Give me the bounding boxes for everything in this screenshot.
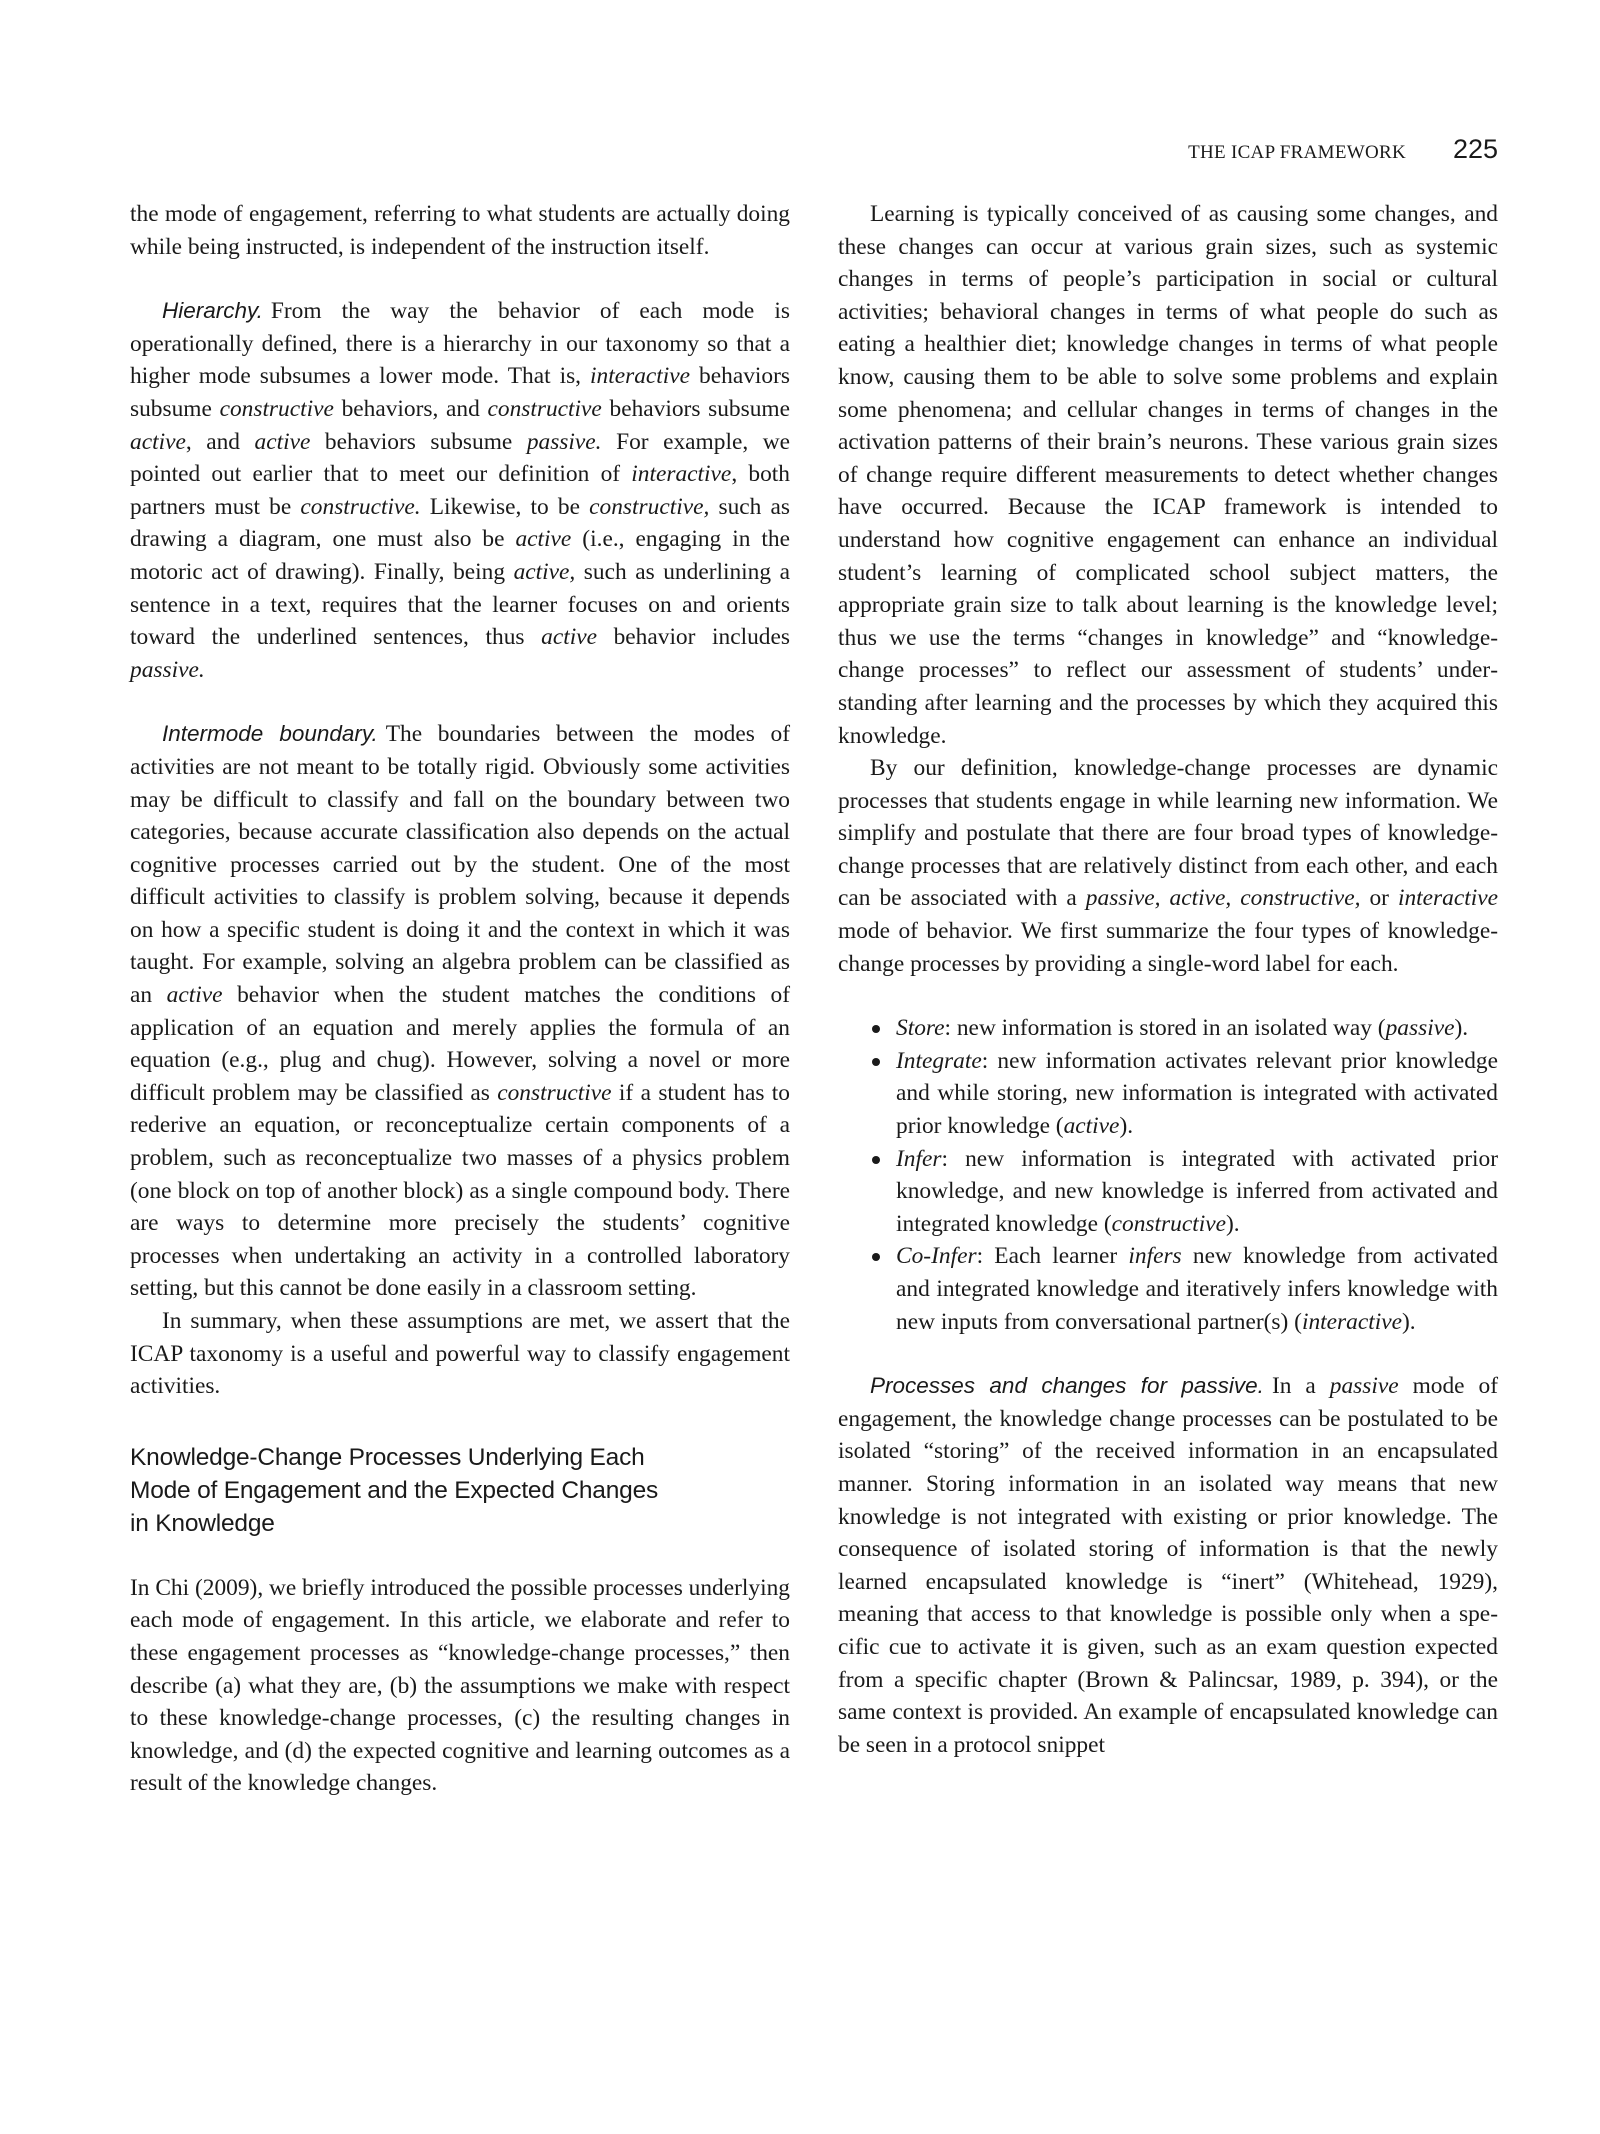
text: or bbox=[1360, 885, 1398, 912]
text: (i.e., engaging in the motoric act of drawing). Finally, being bbox=[130, 526, 790, 585]
paragraph-passive-processes bbox=[838, 1370, 1498, 1761]
term: Integrate bbox=[896, 1047, 982, 1074]
text: behaviors subsume bbox=[310, 428, 527, 455]
text: behaviors, and bbox=[333, 395, 488, 422]
page-number: 225 bbox=[1452, 134, 1498, 164]
emphasis: constructive bbox=[487, 395, 602, 422]
text: By our definition, knowledge-change processes are dynamic processes that students engage in while learning new information. We simplify and postulate that there are four broad types of knowledge-change processes that are relatively distinct from each other, and each can be associated with a bbox=[838, 755, 1498, 912]
bullet-icon bbox=[872, 1058, 880, 1066]
emphasis: constructive. bbox=[300, 493, 421, 520]
emphasis: active bbox=[166, 982, 223, 1009]
paragraph-summary: In summary, when these assumptions are met, we assert that the ICAP taxonomy is a useful and powerful way to classify engagement activities. bbox=[130, 1308, 790, 1400]
list-item-integrate bbox=[838, 1045, 1498, 1143]
text: new knowledge from activated and integrated knowledge and iteratively infers knowledge with new inputs from conversational partner(s) ( bbox=[896, 1243, 1498, 1335]
emphasis: passive. bbox=[130, 656, 205, 683]
emphasis: interactive bbox=[590, 363, 691, 390]
paragraph-learning: Learning is typically conceived of as causing some changes, and these changes can occur at various grain sizes, such as systemic changes in terms of people’s participation in social or cultural activities; behavioral changes in terms of what people do such as eating a healthier diet; knowledge changes in terms of what people know, causing them to be able to solve some problems and explain some phenomena; and cellular changes in terms of changes in the activation patterns of their brain’s neurons. These various grain sizes of change require different measurements to detect whether changes have occurred. Because the ICAP framework is intended to understand how cognitive engagement can enhance an individual student’s learning of complicated school subject matters, the appropriate grain size to talk about learning is the knowledge level; thus we use the terms “changes in knowledge” and “knowledge-change processes” to reflect our assessment of students’ understanding after learning and the processes by which they acquired this knowledge. bbox=[838, 201, 1498, 749]
emphasis: active bbox=[515, 526, 572, 553]
paragraph-hierarchy bbox=[130, 295, 790, 686]
text: mode of behavior. We first summarize the four types of knowledge-change processes by providing a single-word label for each. bbox=[838, 918, 1498, 977]
mode: active bbox=[1063, 1113, 1120, 1140]
text: , and bbox=[185, 428, 255, 455]
mode: constructive bbox=[1111, 1210, 1226, 1237]
run-in-heading-hierarchy: Hierarchy. bbox=[162, 298, 263, 324]
text: From the way the behavior of each mode is operationally defined, there is a hierarchy in our taxonomy so that a higher mode subsumes a lower mode. That is, bbox=[130, 298, 790, 390]
right-column bbox=[838, 198, 1498, 1761]
emphasis: passive, active, constructive, bbox=[1085, 885, 1361, 912]
text: behaviors subsume bbox=[601, 395, 790, 422]
paragraph-chi-2009: In Chi (2009), we briefly introduced the possible processes underlying each mode of engagement. In this article, we elaborate and refer to these engagement processes as “knowledge-change processes,” then describe (a) what they are, (b) the assumptions we make with respect to these knowledge-change processes, (c) the resulting changes in knowledge, and (d) the expected cognitive and learning outcomes as a result of the knowledge changes. bbox=[130, 1574, 790, 1797]
text: ). bbox=[1225, 1210, 1240, 1237]
list-item-store bbox=[838, 1012, 1498, 1045]
emphasis: passive. bbox=[526, 428, 602, 455]
term: Infer bbox=[896, 1145, 942, 1172]
text: Likewise, to be bbox=[420, 493, 590, 520]
text: such as underlining a sentence in a text, requires that the learner focuses on and orients toward the underlined sentences, thus bbox=[130, 558, 790, 651]
text: The boundaries between the modes of activities are not meant to be totally rigid. Obviously some activities may be difficult to classify and fall on the boundary between two categories, because accurate classification also depends on the actual cognitive processes carried out by the student. One of the most difficult activities to classify is problem solving, because it depends on how a specific student is doing it and the context in which it was taught. For example, solving an algebra problem can be classified as an bbox=[130, 721, 790, 1009]
mode: passive bbox=[1385, 1015, 1455, 1042]
text: , both partners must be bbox=[130, 461, 790, 520]
paragraph-continuation: the mode of engagement, referring to what students are actually doing while being instructed, is independent of the instruction itself. bbox=[130, 201, 790, 260]
emphasis: passive bbox=[1329, 1373, 1399, 1400]
text: For example, we pointed out earlier that to meet our definition of bbox=[130, 428, 790, 488]
emphasis: constructive bbox=[219, 395, 334, 422]
emphasis: active, bbox=[513, 558, 576, 585]
text: : Each learner bbox=[976, 1243, 1129, 1270]
mode: interactive bbox=[1301, 1308, 1402, 1335]
term: Store bbox=[896, 1015, 945, 1042]
list-item-infer bbox=[838, 1143, 1498, 1241]
text: : new information activates relevant prior knowledge and while storing, new information is integrated with activated prior knowledge ( bbox=[896, 1047, 1498, 1140]
run-in-heading-intermode: Intermode boundary. bbox=[162, 721, 378, 747]
text: ). bbox=[1119, 1113, 1134, 1140]
text: : new information is integrated with activated prior knowledge, and new knowledge is inferred from activated and integrated knowledge ( bbox=[896, 1145, 1498, 1237]
text: mode of engagement, the knowledge change processes can be postulated to be isolated “storing” of the received information in an encapsulated manner. Storing information in an isolated way means that new knowledge is not integrated with existing or prior knowledge. The consequence of isolated storing of information is that the newly learned encapsulated knowledge is “inert” (Whitehead, 1929), meaning that access to that knowledge is possible only when a specific cue to activate it is given, such as an exam question expected from a specific chapter (Brown & Palincsar, 1989, p. 394), or the same context is provided. An example of encapsulated knowledge can be seen in a protocol snippet bbox=[838, 1373, 1498, 1758]
running-head bbox=[1100, 134, 1498, 174]
left-column bbox=[130, 198, 790, 1800]
emphasis: active bbox=[130, 428, 186, 455]
paragraph-definition bbox=[838, 752, 1498, 980]
emphasis: active bbox=[254, 428, 311, 455]
term: Co-Infer bbox=[896, 1243, 977, 1270]
text: behavior includes bbox=[596, 624, 790, 651]
paragraph-intermode-boundary bbox=[130, 718, 790, 1305]
emphasis: active bbox=[541, 624, 597, 651]
bullet-icon bbox=[872, 1025, 880, 1033]
run-in-heading-passive: Processes and changes for passive. bbox=[870, 1373, 1264, 1399]
bullet-icon bbox=[872, 1156, 880, 1164]
section-heading-line: Knowledge-Change Processes Underlying Each bbox=[130, 1443, 645, 1471]
section-heading bbox=[130, 1441, 790, 1540]
emphasis: infers bbox=[1128, 1243, 1182, 1270]
text: behavior when the student matches the conditions of application of an equation and merely applies the formula of an equation (e.g., plug and chug). However, solving a novel or more difficult problem may be classified as bbox=[130, 982, 790, 1106]
text: ). bbox=[1401, 1308, 1416, 1335]
emphasis: interactive bbox=[631, 461, 732, 488]
text: behaviors subsume bbox=[130, 363, 790, 422]
list-item-co-infer bbox=[838, 1240, 1498, 1338]
text: such as drawing a diagram, one must also be bbox=[130, 493, 791, 553]
emphasis: interactive bbox=[1397, 885, 1498, 912]
process-list bbox=[838, 1012, 1498, 1338]
section-heading-line: in Knowledge bbox=[130, 1509, 275, 1537]
bullet-icon bbox=[872, 1253, 880, 1261]
emphasis: constructive, bbox=[589, 493, 710, 520]
section-heading-line: Mode of Engagement and the Expected Changes bbox=[130, 1476, 659, 1504]
running-head-title: THE ICAP FRAMEWORK bbox=[1188, 142, 1406, 163]
text: ). bbox=[1454, 1015, 1469, 1042]
text: In a bbox=[1271, 1373, 1330, 1400]
text: if a student has to rederive an equation, or reconceptualize certain components of a problem, such as reconceptualize two masses of a physics problem (one block on top of another block) as a single compound body. There are ways to determine more precisely the students’ cognitive processes when undertaking an activity in a controlled laboratory setting, but this cannot be done easily in a classroom setting. bbox=[130, 1079, 790, 1302]
emphasis: constructive bbox=[497, 1079, 612, 1106]
text: : new information is stored in an isolated way ( bbox=[944, 1015, 1386, 1042]
